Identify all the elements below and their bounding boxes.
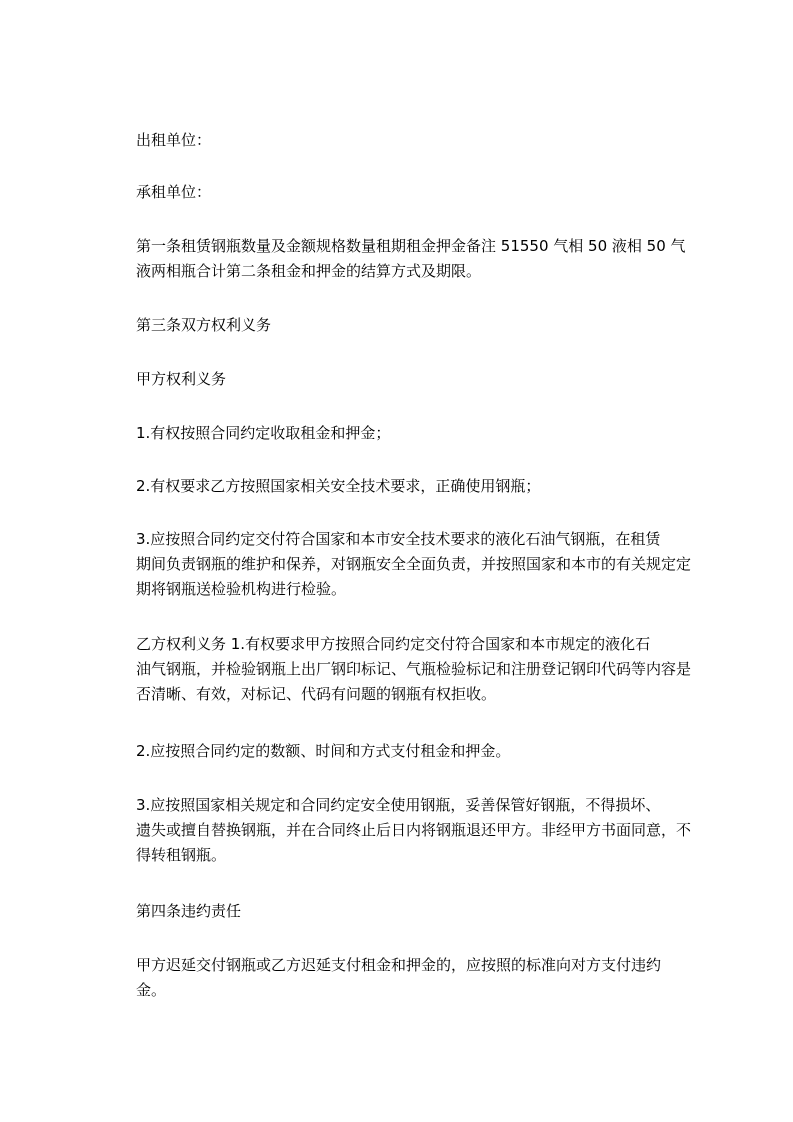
paragraph-article-4-heading: [136, 899, 716, 924]
text-line: 3.应按照国家相关规定和合同约定安全使用钢瓶，妥善保管好钢瓶，不得损坏、: [136, 796, 661, 814]
text-line: 液两相瓶合计第二条租金和押金的结算方式及期限。: [136, 262, 482, 280]
paragraph-lessor: [136, 128, 716, 153]
text-line: 乙方权利义务 1.有权要求甲方按照合同约定交付符合国家和本市规定的液化石: [136, 635, 651, 653]
text-line: 承租单位：: [136, 183, 212, 201]
text-line: 油气钢瓶，并检验钢瓶上出厂钢印标记、气瓶检验标记和注册登记钢印代码等内容是: [136, 660, 692, 678]
text-line: 甲方迟延交付钢瓶或乙方迟延支付租金和押金的，应按照的标准向对方支付违约: [136, 956, 662, 974]
text-line: 1.有权按照合同约定收取租金和押金；: [136, 424, 391, 442]
text-line: 第三条双方权利义务: [136, 316, 272, 334]
paragraph-party-a-item-3: [136, 527, 716, 602]
text-line: 出租单位：: [136, 131, 212, 149]
text-line: 第四条违约责任: [136, 902, 242, 920]
text-line: 金。: [136, 981, 167, 999]
text-line: 第一条租赁钢瓶数量及金额规格数量租期租金押金备注 51550 气相 50 液相 50 气: [136, 237, 686, 255]
paragraph-party-b-item-1: [136, 632, 716, 707]
paragraph-lessee: [136, 180, 716, 205]
text-line: 2.应按照合同约定的数额、时间和方式支付租金和押金。: [136, 742, 511, 760]
paragraph-party-a-item-1: [136, 421, 716, 446]
text-line: 遗失或擅自替换钢瓶，并在合同终止后日内将钢瓶退还甲方。非经甲方书面同意，不: [136, 821, 692, 839]
text-line: 甲方权利义务: [136, 370, 227, 388]
text-line: 2.有权要求乙方按照国家相关安全技术要求，正确使用钢瓶；: [136, 477, 541, 495]
paragraph-article-1: [136, 234, 716, 284]
paragraph-party-b-item-3: [136, 793, 716, 868]
paragraph-party-a-item-2: [136, 474, 716, 499]
text-line: 否清晰、有效，对标记、代码有问题的钢瓶有权拒收。: [136, 685, 497, 703]
text-line: 得转租钢瓶。: [136, 846, 227, 864]
paragraph-party-a-heading: [136, 367, 716, 392]
paragraph-article-3-heading: [136, 313, 716, 338]
text-line: 期间负责钢瓶的维护和保养，对钢瓶安全全面负责，并按照国家和本市的有关规定定: [136, 555, 692, 573]
text-line: 期将钢瓶送检验机构进行检验。: [136, 580, 347, 598]
paragraph-article-4-body: [136, 953, 716, 1003]
text-line: 3.应按照合同约定交付符合国家和本市安全技术要求的液化石油气钢瓶，在租赁: [136, 530, 661, 548]
paragraph-party-b-item-2: [136, 739, 716, 764]
